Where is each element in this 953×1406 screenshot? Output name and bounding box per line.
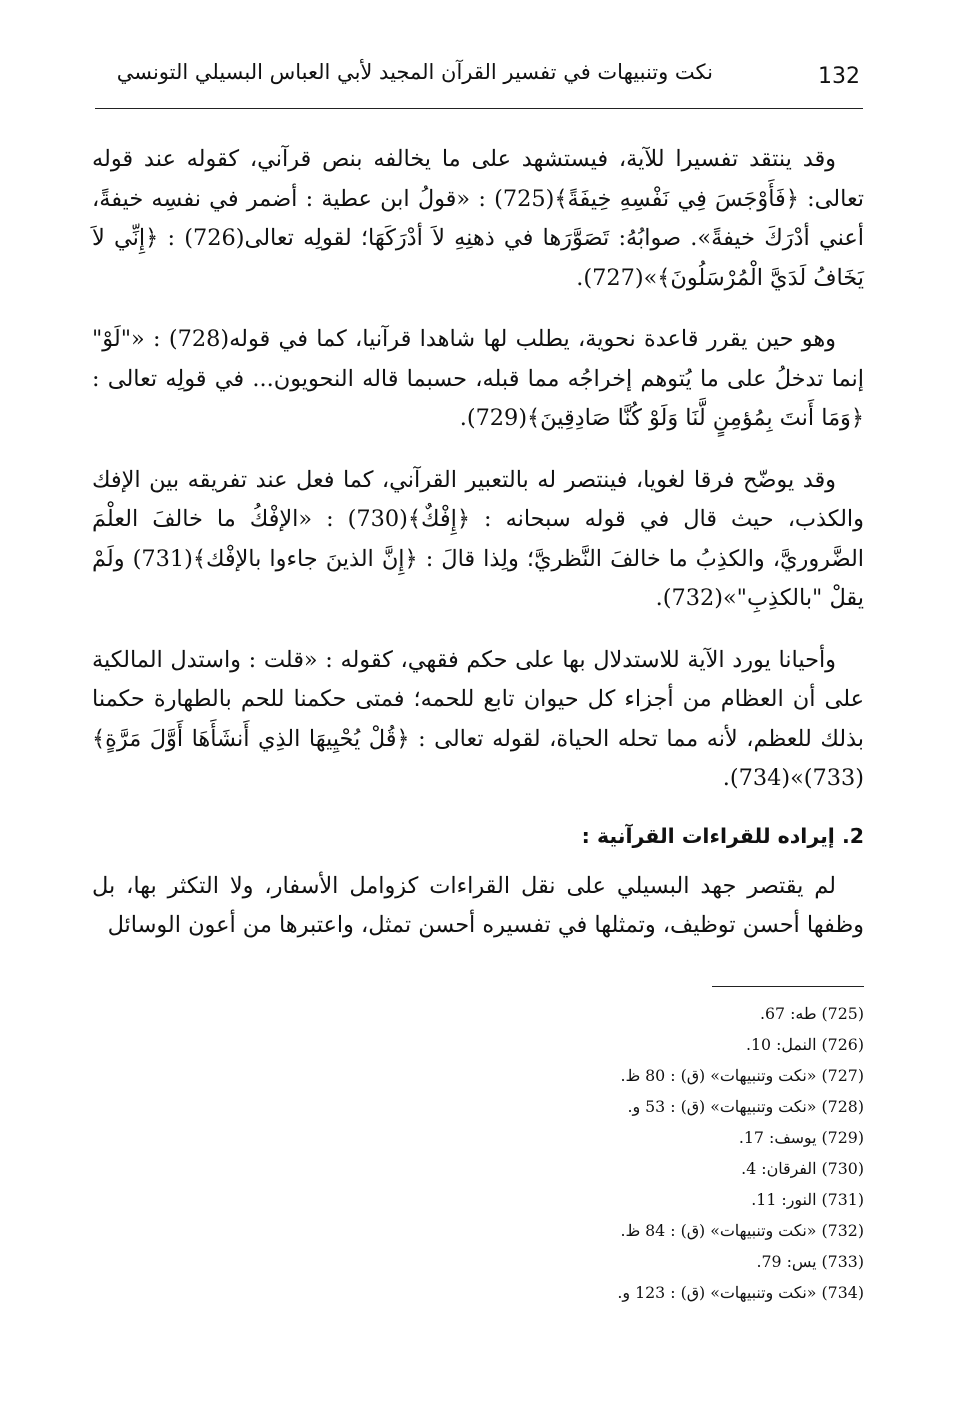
paragraph: وقد يوضّح فرقا لغويا، فينتصر له بالتعبير القرآني، كما فعل عند تفريقه بين الإفك والكذب، حيث قال في قوله سبحانه : ﴿إِفْكٌ﴾(730) : «الإفْكُ ما خالفَ العلْمَ الضَّروريَّ، والكذِبُ ما خالفَ النَّظريَّ؛ ولِذا قالَ : ﴿إِنَّ الذينَ جاءوا بالإفْك﴾(731) ولَمْ يقلْ "بالكذِبِ"»(732). bbox=[92, 466, 864, 611]
footnote: (725) طه: 67. bbox=[759, 1004, 864, 1023]
footnote: (726) النمل: 10. bbox=[745, 1035, 864, 1054]
section-heading: 2. إيراده للقراءات القرآنية : bbox=[581, 823, 864, 848]
footnote: (730) الفرقان: 4. bbox=[741, 1159, 864, 1178]
footnote: (734) «نكت وتنبيهات» (ق) : 123 و. bbox=[617, 1283, 864, 1302]
footnote: (732) «نكت وتنبيهات» (ق) : 84 ظ. bbox=[620, 1221, 864, 1240]
closing-paragraph: لم يقتصر جهد البسيلي على نقل القراءات كزوامل الأسفار، ولا التكثر بها، بل وظفها أحسن توظيف، وتمثلها في تفسيره أحسن تمثل، واعتبرها من أعون الوسائل bbox=[92, 872, 864, 938]
footnote: (731) النور: 11. bbox=[751, 1190, 864, 1209]
paragraph: وأحيانا يورد الآية للاستدلال بها على حكم فقهي، كقوله : «قلت : واستدل المالكية على أن العظام من أجزاء كل حيوان تابع للحمه؛ فمتى حكمنا للحم بالطهارة حكمنا بذلك للعظم، لأنه مما تحله الحياة، لقوله تعالى : ﴿قُلْ يُحْيِيهَا الذِي أَنشَأَهَا أَوَّلَ مَرَّةٍ﴾(733)»(734). bbox=[92, 646, 864, 791]
footnotes bbox=[520, 998, 864, 1308]
footnote: (733) يس: 79. bbox=[756, 1252, 864, 1271]
paragraph: وهو حين يقرر قاعدة نحوية، يطلب لها شاهدا قرآنيا، كما في قوله(728) : «"لَوْ" إنما تدخلُ على ما يُتوهم إخراجُه مما قبله، حسبما قاله النحويون... في قولِه تعالى : ﴿وَمَا أَنتَ بِمُؤمِنٍ لَّنَا وَلَوْ كُنَّا صَادِقِينَ﴾(729). bbox=[92, 326, 864, 431]
footnote: (729) يوسف: 17. bbox=[738, 1128, 864, 1147]
page-number: 132 bbox=[818, 64, 860, 89]
paragraph: وقد ينتقد تفسيرا للآية، فيستشهد على ما يخالفه بنص قرآني، كقوله عند قوله تعالى: ﴿فَأَوْجَسَ فِي نَفْسِهِ خِيفَةً﴾(725) : «قولُ ابن عطية : أضمر في نفسِه خيفةً، أعني أدْرَكَ خيفةً». صوابُهُ: تَصَوَّرَها في ذهنِهِ لاَ أدْرَكَهَا؛ لقولِه تعالى(726) : ﴿إِنِّي لاَ يَخَافُ لَدَيَّ الْمُرْسَلُونَ﴾»(727). bbox=[92, 146, 864, 291]
header-rule bbox=[95, 108, 863, 109]
footnote: (728) «نكت وتنبيهات» (ق) : 53 و. bbox=[627, 1097, 864, 1116]
footnote: (727) «نكت وتنبيهات» (ق) : 80 ظ. bbox=[620, 1066, 864, 1085]
running-header: نكت وتنبيهات في تفسير القرآن المجيد لأبي العباس البسيلي التونسي bbox=[116, 60, 713, 84]
footnote-rule bbox=[712, 986, 864, 987]
page-body bbox=[92, 140, 864, 968]
